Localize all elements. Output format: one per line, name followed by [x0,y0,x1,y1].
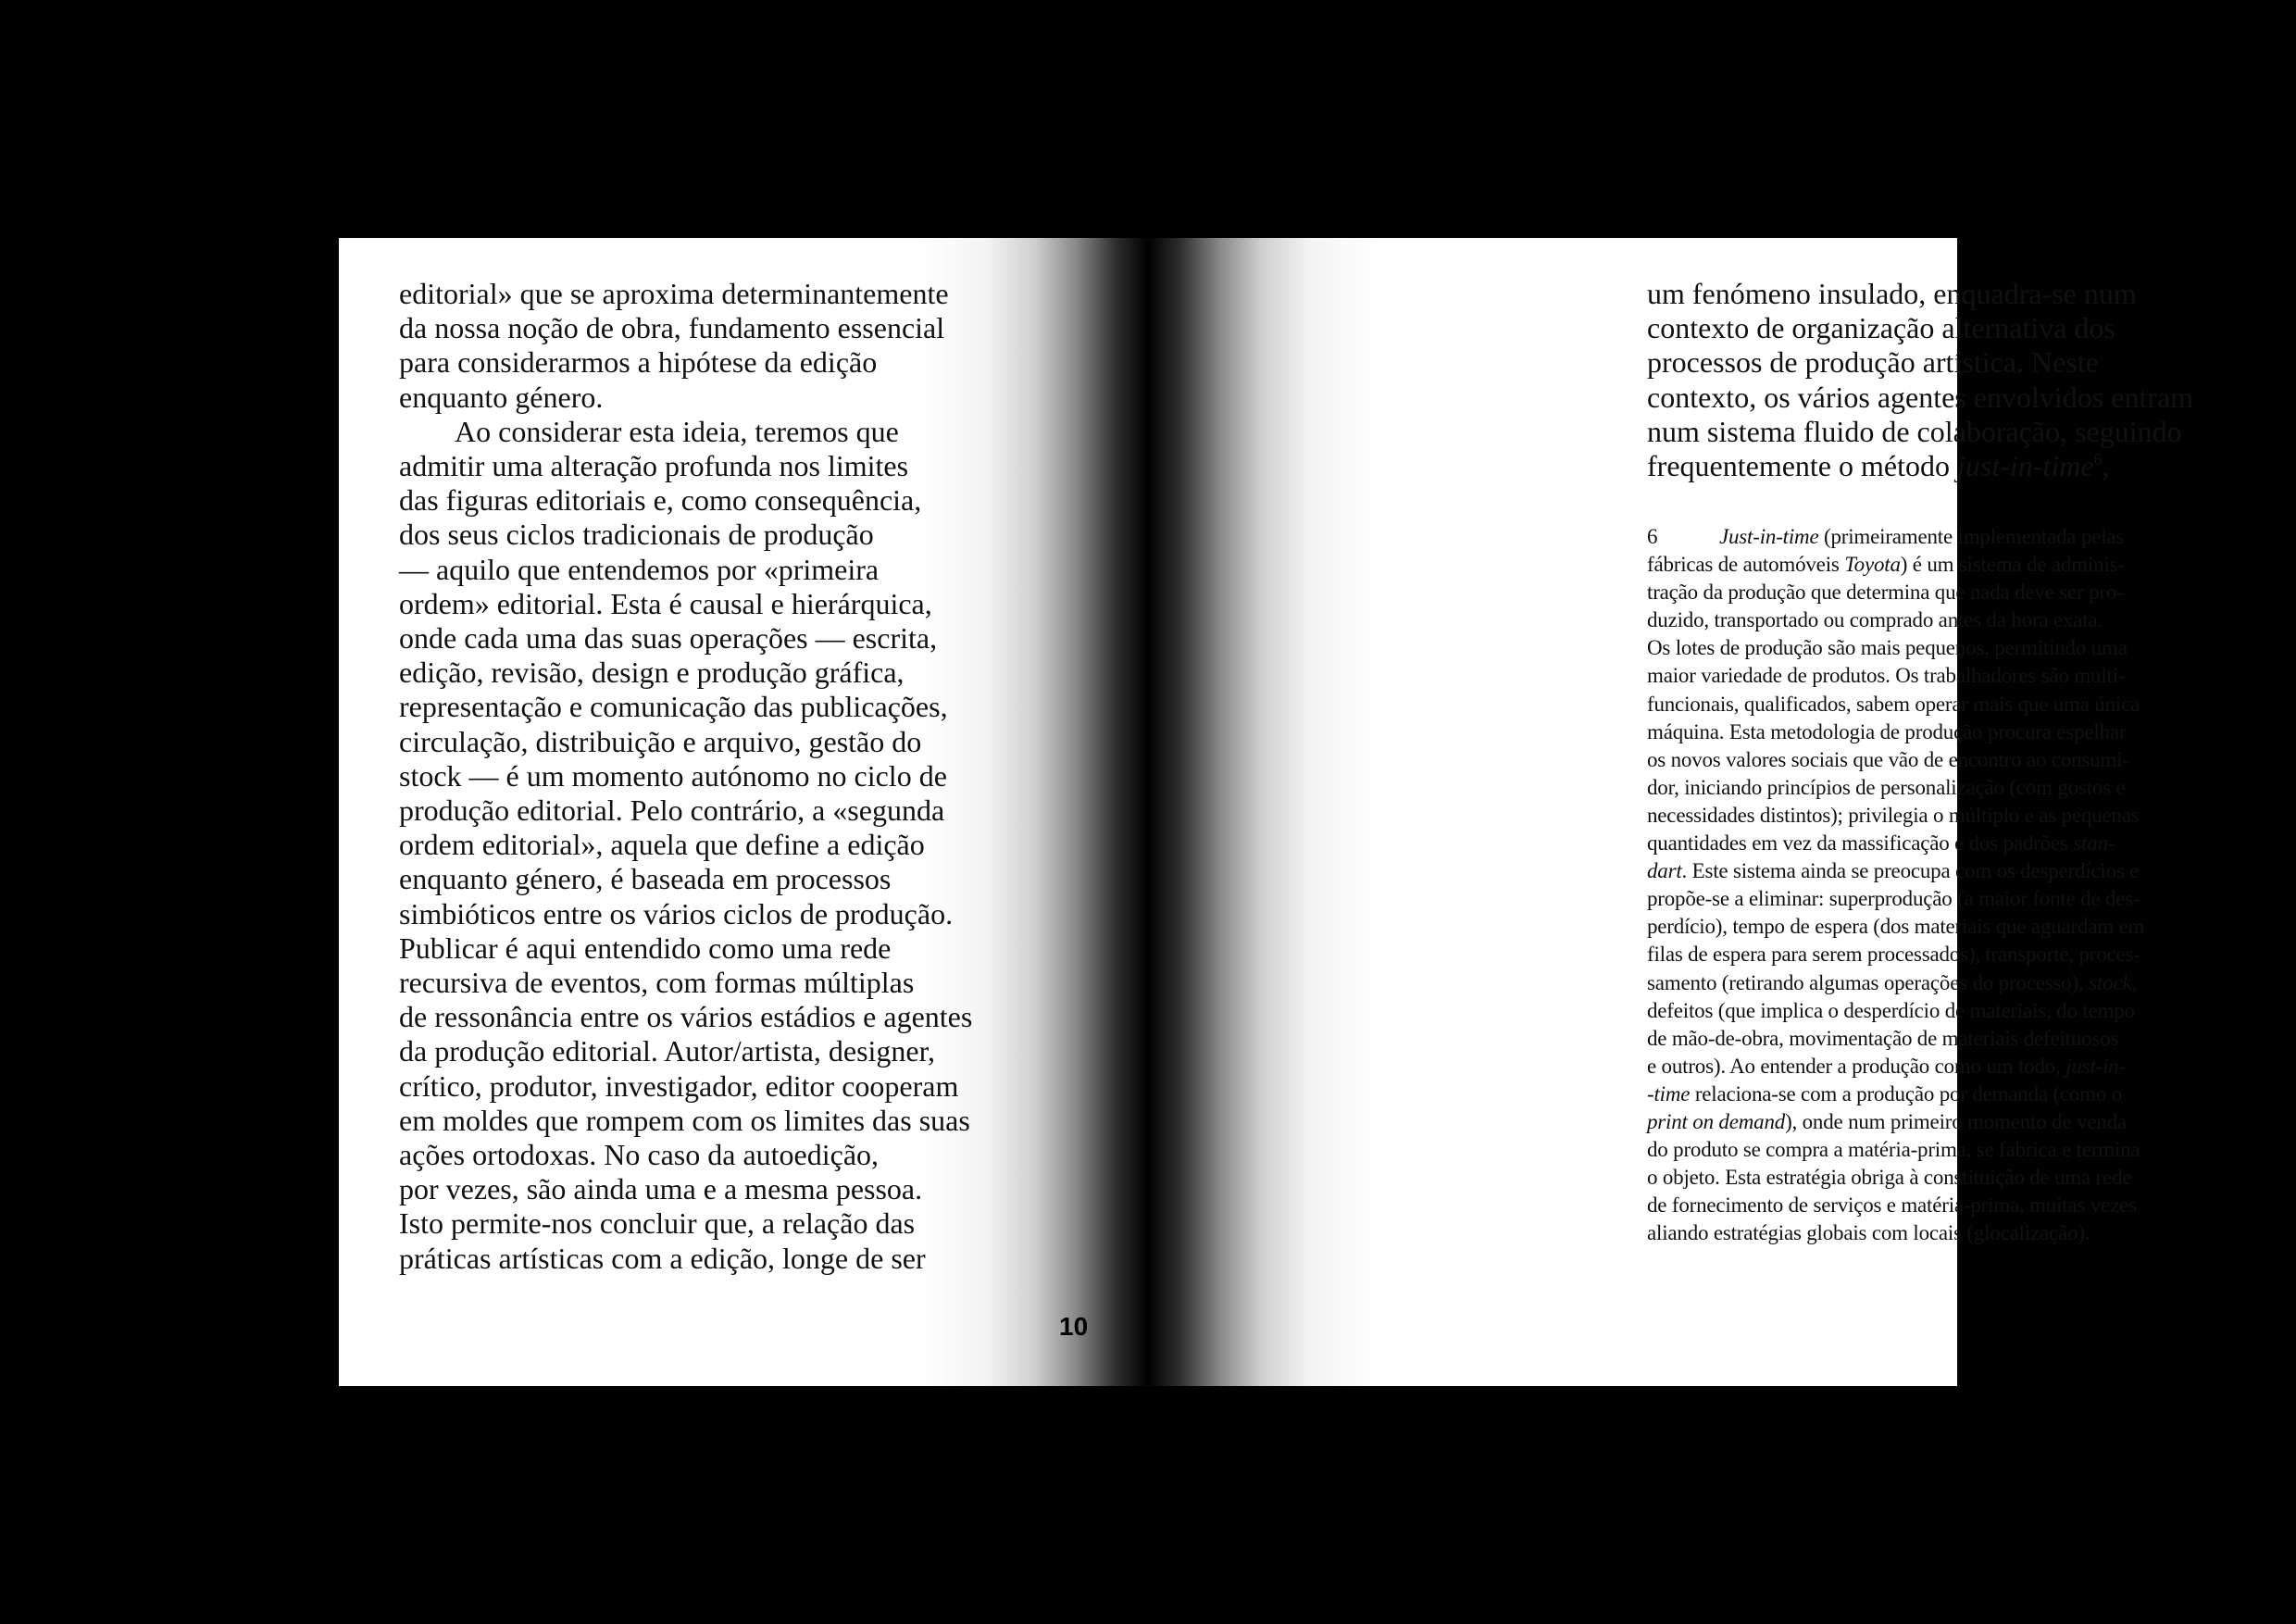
body-line: ordem» editorial. Esta é causal e hierárquica, [399,586,932,620]
body-line: ordem editorial», aquela que define a edição [399,828,925,862]
footnote [1647,523,2240,1247]
footnote-line: perdício), tempo de espera (dos materiais que aguardam em [1647,915,2145,939]
body-line: admitir uma alteração profunda nos limites [399,449,909,483]
footnote-line: Os lotes de produção são mais pequenos, permitindo uma [1647,636,2128,660]
footnote-line: o objeto. Esta estratégia obriga à constituição de uma rede [1647,1166,2132,1190]
body-line: um fenómeno insulado, enquadra-se num [1647,277,2137,310]
footnote-line: samento (retirando algumas operações do processo), stock, [1647,970,2137,994]
body-line: circulação, distribuição e arquivo, gestão do [399,724,922,758]
body-line: stock — é um momento autónomo no ciclo de [399,758,947,793]
body-line: Ao considerar esta ideia, teremos que [455,414,899,448]
body-line: crítico, produtor, investigador, editor cooperam [399,1068,959,1103]
footnote-line: de mão-de-obra, movimentação de materiais defeituosos [1647,1026,2119,1050]
footnote-line: tração da produção que determina que nada deve ser pro- [1647,581,2124,605]
body-line: processos de produção artística. Neste [1647,345,2099,380]
footnote-line: duzido, transportado ou comprado antes da hora exata. [1647,608,2103,632]
body-line: onde cada uma das suas operações — escrita, [399,621,938,656]
body-line: da produção editorial. Autor/artista, designer, [399,1034,935,1068]
right-page-number: 11 [2014,1312,2041,1341]
body-line: enquanto género, é baseada em processos [399,862,892,896]
footnote-line: do produto se compra a matéria-prima, se fabrica e termina [1647,1138,2140,1162]
body-line: por vezes, são ainda uma e a mesma pessoa. [399,1172,923,1206]
body-line: edição, revisão, design e produção gráfica, [399,656,905,690]
body-line: contexto, os vários agentes envolvidos entram [1647,380,2194,414]
footnote-line: máquina. Esta metodologia de produção procura espelhar [1647,719,2127,743]
footnote-line: maior variedade de produtos. Os trabalhadores são multi- [1647,664,2126,688]
body-line: Isto permite-nos concluir que, a relação das [399,1206,916,1241]
footnote-line: filas de espera para serem processados), transporte, proces- [1647,943,2140,967]
body-line: de ressonância entre os vários estádios e agentes [399,1000,973,1034]
left-body-text [399,277,1038,1276]
footnote-line: funcionais, qualificados, sabem operar mais que uma única [1647,692,2140,716]
emphasis: just-in-time [1956,449,2094,483]
body-line: produção editorial. Pelo contrário, a «segunda [399,793,945,828]
footnote-line: dor, iniciando princípios de personalização (com gostos e [1647,775,2126,799]
footnote-line: 6 Just-in-time (primeiramente implementada pelas [1647,523,2240,551]
footnote-line: aliando estratégias globais com locais (glocalização). [1647,1221,2090,1245]
footnote-line: de fornecimento de serviços e matéria-prima, muitas vezes [1647,1193,2137,1218]
body-line: dos seus ciclos tradicionais de produção [399,518,874,552]
left-page [339,238,1148,1386]
footnote-line: print on demand), onde num primeiro momento de venda [1647,1109,2127,1133]
footnote-line: fábricas de automóveis Toyota) é um sistema de adminis- [1647,553,2125,577]
body-line: práticas artísticas com a edição, longe de ser [399,1241,926,1275]
footnote-line: quantidades em vez da massificação e dos padrões stan- [1647,831,2115,856]
body-line: Publicar é aqui entendido como uma rede [399,931,892,965]
body-line: num sistema fluido de colaboração, seguindo [1647,414,2182,448]
body-line: em moldes que rompem com os limites das suas [399,1103,970,1137]
footnote-number: 6 [1647,525,1658,548]
body-line: frequentemente o método just-in-time$^6$, [1647,449,2110,483]
footnote-line: dart. Este sistema ainda se preocupa com os desperdícios e [1647,859,2140,883]
right-body-text [1647,277,2240,483]
book-spread [339,238,2194,1386]
body-line: enquanto género. [399,380,604,414]
left-page-number: 10 [1059,1312,1089,1341]
footnote-line: propõe-se a eliminar: superprodução (a maior fonte de des- [1647,887,2140,911]
body-line: das figuras editoriais e, como consequência, [399,483,922,518]
body-line: ações ortodoxas. No caso da autoedição, [399,1138,880,1172]
footnote-reference: 6 [2093,450,2103,469]
body-line: recursiva de eventos, com formas múltiplas [399,966,915,1000]
body-line: da nossa noção de obra, fundamento essencial [399,311,945,345]
body-line: contexto de organização alternativa dos [1647,311,2115,345]
body-line: simbióticos entre os vários ciclos de produção. [399,896,954,931]
footnote-line: e outros). Ao entender a produção como um todo, just-in- [1647,1054,2127,1078]
body-line: editorial» que se aproxima determinantemente [399,277,949,310]
footnote-line: -time relaciona-se com a produção por demanda (como o [1647,1081,2123,1106]
footnote-line: defeitos (que implica o desperdício de materiais, do tempo [1647,998,2135,1022]
footnote-line: os novos valores sociais que vão de encontro ao consumi- [1647,747,2129,771]
body-line: representação e comunicação das publicações, [399,690,948,724]
body-line: — aquilo que entendemos por «primeira [399,552,880,586]
body-line: para considerarmos a hipótese da edição [399,345,878,380]
footnote-line: necessidades distintos); privilegia o múltiplo e as pequenas [1647,803,2140,827]
right-page [1148,238,2194,1386]
